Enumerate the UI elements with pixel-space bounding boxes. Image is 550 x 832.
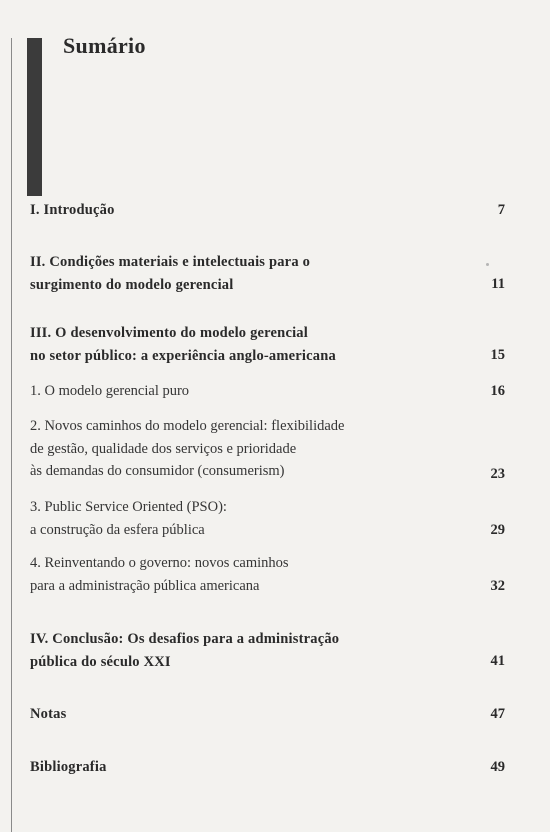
toc-entry-title bbox=[30, 552, 470, 597]
toc-entry-line: 1. O modelo gerencial puro bbox=[30, 383, 190, 399]
toc-entry-line: II. Condições materiais e intelectuais para o bbox=[30, 254, 311, 270]
toc-entry-line: surgimento do modelo gerencial bbox=[30, 276, 234, 293]
toc-entry-title bbox=[30, 415, 470, 483]
toc-page-number: 49 bbox=[490, 759, 505, 775]
toc-entry-line: no setor público: a experiência anglo-americana bbox=[30, 347, 336, 364]
toc-page-number: 41 bbox=[490, 653, 505, 669]
toc-entry-line: a construção da esfera pública bbox=[30, 521, 205, 538]
toc-entry-line: Notas bbox=[30, 706, 67, 722]
toc-page-number: 32 bbox=[490, 578, 505, 594]
toc-entry-title bbox=[30, 496, 470, 541]
toc-entry-title bbox=[30, 756, 470, 779]
toc-page-number: 7 bbox=[497, 202, 505, 218]
toc-entry-line: 4. Reinventando o governo: novos caminhos bbox=[30, 555, 289, 571]
toc-page-number: 16 bbox=[490, 383, 505, 399]
page-title: Sumário bbox=[63, 33, 146, 58]
toc-entry-title bbox=[30, 703, 470, 726]
toc-entry-line: IV. Conclusão: Os desafios para a administração bbox=[30, 631, 340, 647]
toc-page-number: 47 bbox=[490, 706, 505, 722]
toc-entry-title bbox=[30, 199, 470, 222]
toc-entry-line: pública do século XXI bbox=[30, 653, 171, 670]
toc-entry-line: 3. Public Service Oriented (PSO): bbox=[30, 499, 227, 515]
toc-entry-line: de gestão, qualidade dos serviços e prioridade bbox=[30, 440, 297, 457]
toc-entry-line: III. O desenvolvimento do modelo gerencial bbox=[30, 325, 308, 341]
toc-entry-title bbox=[30, 380, 470, 403]
toc-page-number: 15 bbox=[490, 347, 505, 363]
toc-page-number: 23 bbox=[490, 466, 505, 482]
toc-entry-line: às demandas do consumidor (consumerism) bbox=[30, 463, 285, 479]
toc-entry-line: Bibliografia bbox=[30, 759, 107, 775]
toc-entry-title bbox=[30, 628, 470, 673]
toc-page-number: 29 bbox=[490, 522, 505, 538]
toc-page-number: 11 bbox=[491, 276, 505, 292]
toc-entry-line: para a administração pública americana bbox=[30, 577, 260, 594]
toc-entry-title bbox=[30, 322, 470, 367]
toc-entry-line: 2. Novos caminhos do modelo gerencial: flexibilidade bbox=[30, 418, 345, 434]
toc-entry-title bbox=[30, 251, 470, 296]
toc-entry-line: I. Introdução bbox=[30, 202, 115, 218]
